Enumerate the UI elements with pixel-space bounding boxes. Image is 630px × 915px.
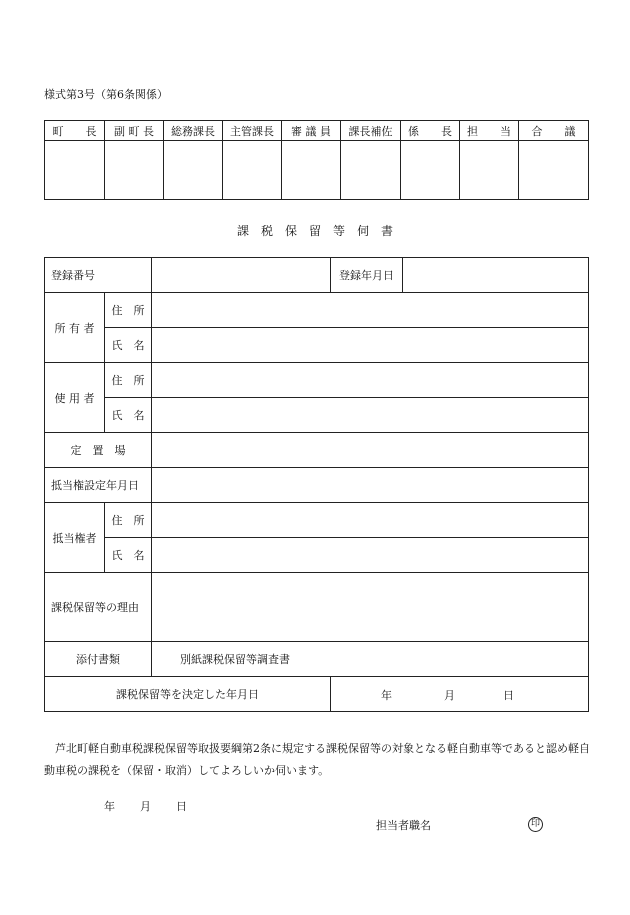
footer-day-unit: 日 [176, 800, 187, 813]
user-name-label: 氏 名 [105, 398, 152, 433]
footer-year-unit: 年 [104, 800, 115, 813]
decision-month-unit: 月 [444, 689, 455, 702]
form-label: 様式第3号（第6条関係） [44, 88, 168, 101]
tax-deferral-form-table [44, 257, 589, 712]
lien-holder-label: 抵当権者 [45, 503, 105, 573]
lien-date-field[interactable] [152, 468, 589, 503]
user-address-label: 住 所 [105, 363, 152, 398]
registration-number-field[interactable] [152, 258, 331, 293]
owner-name-label: 氏 名 [105, 328, 152, 363]
request-statement: 芦北町軽自動車税課税保留等取扱要綱第2条に規定する課税保留等の対象となる軽自動車等であると認め軽自動車税の課税を（保留・取消）してよろしいか伺います。 [44, 742, 590, 777]
registration-date-label: 登録年月日 [331, 258, 403, 293]
attachments-value: 別紙課税保留等調査書 [152, 642, 589, 677]
lien-holder-name-label: 氏 名 [105, 538, 152, 573]
official-name-label: 担当者職名 [376, 819, 431, 832]
owner-label: 所 有 者 [45, 293, 105, 363]
approval-stamp-box[interactable] [519, 141, 589, 200]
approval-stamp-box[interactable] [282, 141, 341, 200]
approval-stamp-box[interactable] [223, 141, 282, 200]
owner-address-label: 住 所 [105, 293, 152, 328]
seal-mark: 印 [528, 817, 543, 832]
approval-stamp-box[interactable] [164, 141, 223, 200]
user-address-field[interactable] [152, 363, 589, 398]
approval-header-general-affairs-chief: 総務課長 [164, 121, 223, 141]
storage-place-label: 定 置 場 [45, 433, 152, 468]
reason-label: 課税保留等の理由 [45, 573, 152, 642]
lien-holder-name-field[interactable] [152, 538, 589, 573]
approval-header-department-chief: 主管課長 [223, 121, 282, 141]
registration-date-field[interactable] [403, 258, 589, 293]
approval-stamp-box[interactable] [341, 141, 401, 200]
approval-header-staff: 担 当 [460, 121, 519, 141]
approval-header-section-chief: 係 長 [401, 121, 460, 141]
lien-date-label: 抵当権設定年月日 [45, 468, 152, 503]
owner-address-field[interactable] [152, 293, 589, 328]
approval-header-mayor: 町 長 [45, 121, 105, 141]
registration-number-label: 登録番号 [45, 258, 152, 293]
lien-holder-address-field[interactable] [152, 503, 589, 538]
approval-header-assistant-chief: 課長補佐 [341, 121, 401, 141]
decision-date-label: 課税保留等を決定した年月日 [45, 677, 331, 712]
approval-stamp-box[interactable] [401, 141, 460, 200]
approval-header-deputy-mayor: 副 町 長 [105, 121, 164, 141]
approval-stamp-table [44, 120, 589, 200]
document-title: 課 税 保 留 等 伺 書 [236, 224, 393, 238]
approval-stamp-box[interactable] [460, 141, 519, 200]
attachments-label: 添付書類 [45, 642, 152, 677]
user-label: 使 用 者 [45, 363, 105, 433]
reason-field[interactable] [152, 573, 589, 642]
approval-stamp-box[interactable] [45, 141, 105, 200]
footer-month-unit: 月 [140, 800, 151, 813]
approval-stamp-box[interactable] [105, 141, 164, 200]
approval-header-councilor: 審 議 員 [282, 121, 341, 141]
lien-holder-address-label: 住 所 [105, 503, 152, 538]
decision-year-unit: 年 [381, 689, 392, 702]
decision-date-field[interactable] [331, 677, 589, 712]
decision-day-unit: 日 [503, 689, 514, 702]
approval-header-consultation: 合 議 [519, 121, 589, 141]
storage-place-field[interactable] [152, 433, 589, 468]
user-name-field[interactable] [152, 398, 589, 433]
owner-name-field[interactable] [152, 328, 589, 363]
